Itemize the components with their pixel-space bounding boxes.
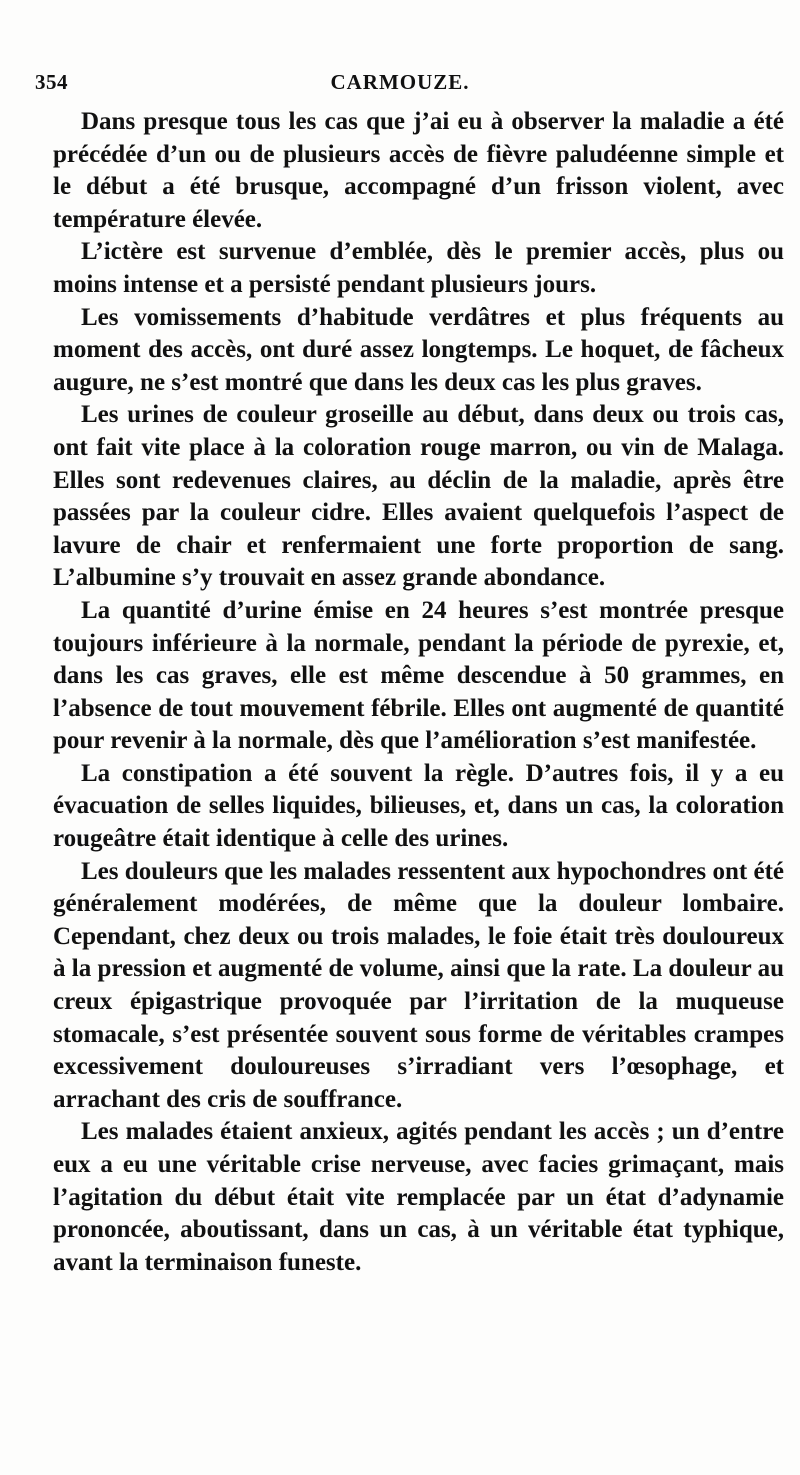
paragraph-fever-onset: Dans presque tous les cas que j’ai eu à observer la maladie a été précédée d’un ou de plusieurs accès de fièvre paludéenne simple et le début a été brusque, accompagné d’un frisson violent, avec température élevée.: [53, 108, 784, 233]
paragraph-pain: Les douleurs que les malades ressentent aux hypochondres ont été généralement modérées, de même que la douleur lombaire. Cependant, chez deux ou trois malades, le foie était très douloureux à la pression et augmenté de volume, ainsi que la rate. La douleur au creux épigastrique provoquée par l’irritation de la muqueuse stomacale, s’est présentée souvent sous forme de véritables crampes excessivement douloureuses s’irradiant vers l’œsophage, et arrachant des cris de souffrance.: [53, 857, 784, 1113]
paragraph-constipation: La constipation a été souvent la règle. D’autres fois, il y a eu évacuation de selles liquides, bilieuses, et, dans un cas, la coloration rougeâtre était identique à celle des urines.: [53, 759, 784, 853]
paragraph-icterus: L’ictère est survenue d’emblée, dès le premier accès, plus ou moins intense et a persisté pendant plusieurs jours.: [53, 238, 784, 298]
page-number: 354: [35, 70, 68, 94]
page-header: [35, 70, 765, 100]
paragraph-urine-color: Les urines de couleur groseille au début, dans deux ou trois cas, ont fait vite place à la coloration rouge marron, ou vin de Malaga. Elles sont redevenues claires, au déclin de la maladie, après être passées par la couleur cidre. Elles avaient quelquefois l’aspect de lavure de chair et renfermaient une forte proportion de sang. L’albumine s’y trouvait en assez grande abondance.: [53, 401, 784, 592]
body-text: [53, 106, 784, 1279]
paragraph-anxiety: Les malades étaient anxieux, agités pendant les accès ; un d’entre eux a eu une véritable crise nerveuse, avec facies grimaçant, mais l’agitation du début était vite remplacée par un état d’adynamie prononcée, aboutissant, dans un cas, à un véritable état typhique, avant la terminaison funeste.: [53, 1118, 784, 1276]
paragraph-vomiting: Les vomissements d’habitude verdâtres et plus fréquents au moment des accès, ont duré assez longtemps. Le hoquet, de fâcheux augure, ne s’est montré que dans les deux cas les plus graves.: [53, 303, 784, 396]
running-head: CARMOUZE.: [330, 70, 470, 94]
paragraph-urine-quantity: La quantité d’urine émise en 24 heures s’est montrée presque toujours inférieure à la normale, pendant la période de pyrexie, et, dans les cas graves, elle est même descendue à 50 grammes, en l’absence de tout mouvement fébrile. Elles ont augmenté de quantité pour revenir à la normale, dès que l’amélioration s’est manifestée.: [53, 596, 784, 755]
